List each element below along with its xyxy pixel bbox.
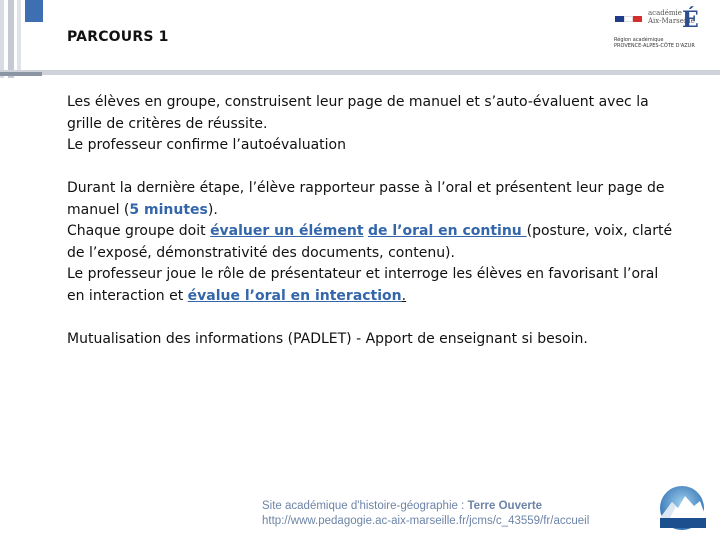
highlight-text: évalue l’oral en interaction bbox=[187, 287, 402, 304]
decor-bar bbox=[0, 0, 4, 78]
paragraph-1 bbox=[67, 92, 677, 157]
flag-icon bbox=[615, 16, 643, 22]
header-divider-accent bbox=[0, 72, 42, 76]
text: (posture, voix, clarté de l’exposé, démonstrativité des documents, contenu). bbox=[67, 223, 673, 261]
paragraph-2 bbox=[67, 178, 677, 307]
academy-logo-icon bbox=[612, 6, 708, 52]
highlight-text: évaluer un élément bbox=[210, 223, 364, 239]
highlight-text: 5 minutes bbox=[129, 201, 208, 218]
text: Le professeur joue le rôle de présentateur et interroge les élèves en favorisant l’oral en interaction et bbox=[67, 266, 659, 304]
decorative-bars bbox=[0, 0, 44, 78]
logo-academy-text: académie Aix-Marseille bbox=[648, 9, 695, 25]
footer-text: Site académique d'histoire-géographie : bbox=[262, 500, 468, 512]
text: Durant la dernière étape, l’élève rapporteur passe à l’oral et présentent leur page de manuel ( bbox=[67, 180, 665, 218]
mountain-logo-icon bbox=[654, 484, 710, 534]
footer-url[interactable]: http://www.pedagogie.ac-aix-marseille.fr/jcms/c_43559/fr/accueil bbox=[262, 515, 590, 527]
paragraph-3: Mutualisation des informations (PADLET) - Apport de enseignant si besoin. bbox=[67, 330, 588, 347]
site-name: Terre Ouverte bbox=[467, 500, 543, 512]
main-content bbox=[67, 92, 677, 372]
decor-bar-accent bbox=[25, 0, 43, 22]
page-title: PARCOURS 1 bbox=[67, 29, 169, 45]
decor-bar bbox=[17, 0, 21, 74]
underlined-text: de l’oral en continu bbox=[367, 223, 527, 239]
text: Chaque groupe doit bbox=[67, 223, 211, 239]
header-divider bbox=[0, 70, 720, 75]
logo-letter: É bbox=[682, 7, 699, 33]
logo-region-text: Région académique PROVENCE-ALPES-CÔTE D'AZUR bbox=[614, 37, 695, 49]
footer bbox=[262, 499, 662, 529]
text: Le professeur confirme l’autoévaluation bbox=[67, 137, 346, 153]
text: . bbox=[401, 287, 407, 304]
text: Les élèves en groupe, construisent leur page de manuel et s’auto-évaluent avec la grille de critères de réussite. bbox=[67, 94, 649, 132]
footer-site-line bbox=[262, 499, 662, 514]
decor-bar bbox=[8, 0, 14, 78]
text: ). bbox=[207, 201, 218, 218]
